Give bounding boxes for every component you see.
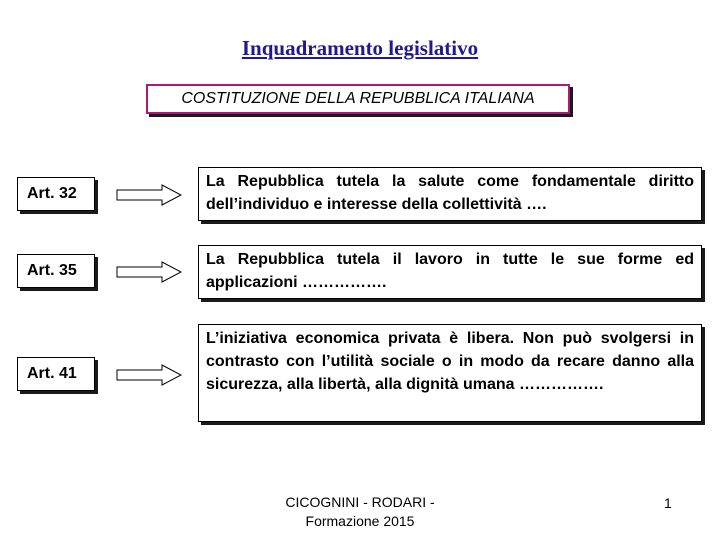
subtitle-box [146,84,570,114]
article-text-box [198,167,702,221]
right-arrow-icon [116,364,182,386]
subtitle-label: COSTITUZIONE DELLA REPUBBLICA ITALIANA [181,90,535,107]
right-arrow-icon [116,261,182,283]
article-text: La Repubblica tutela la salute come fondamentale diritto dell’individuo e interesse della collettività …. [206,173,694,213]
article-label-box [17,357,95,391]
article-text-box [198,324,702,422]
page-title: Inquadramento legislativo [241,36,479,60]
article-label: Art. 32 [27,185,77,202]
article-text: L’iniziativa economica privata è libera. Non può svolgersi in contrasto con l’utilità sociale o in modo da recare danno alla sicurezza, alla libertà, alla dignità umana ……………. [206,330,694,393]
article-text-box [198,245,702,299]
article-label: Art. 35 [27,262,77,279]
article-label-box [17,177,95,211]
right-arrow-icon [116,184,182,206]
footer-credit: CICOGNINI - RODARI - Formazione 2015 [285,494,435,529]
article-label-box [17,254,95,288]
article-label: Art. 41 [27,365,77,382]
page-number: 1 [664,495,672,511]
article-text: La Repubblica tutela il lavoro in tutte le sue forme ed applicazioni ……………. [206,251,694,291]
